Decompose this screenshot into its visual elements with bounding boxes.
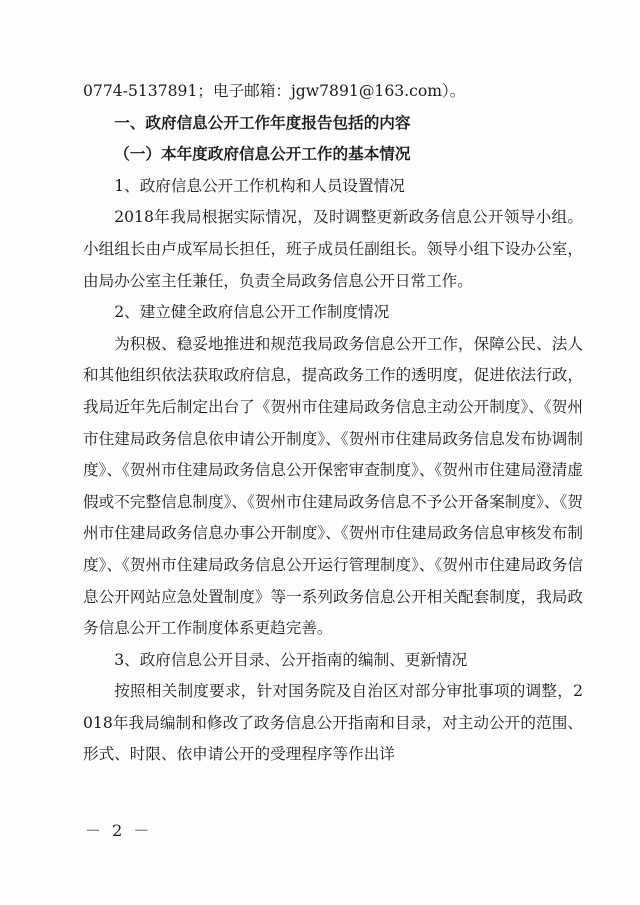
item-body-1: 2018年我局根据实际情况，及时调整更新政务信息公开领导小组。小组组长由卢成军局长担任，班子成员任副组长。领导小组下设办公室，由局办公室主任兼任，负责全局政务信息公开日常工作。 bbox=[83, 208, 583, 290]
item-body-2: 为积极、稳妥地推进和规范我局政务信息公开工作，保障公民、法人和其他组织依法获取政府信息，提高政务工作的透明度，促进依法行政，我局近年先后制定出台了《贺州市住建局政务信息主动公开制度》、《贺州市住建局政务信息依申请公开制度》、《贺州市住建局政务信息发布协调制度》、《贺州市住建局政务信息公开保密审查制度》、《贺州市住建局澄清虚假或不完整信息制度》、《贺州市住建局政务信息不予公开备案制度》、《贺州市住建局政务信息办事公开制度》、《贺州市住建局政务信息审核发布制度》、《贺州市住建局政务信息公开运行管理制度》、《贺州市住建局政务信息公开网站应急处置制度》等一系列政务信息公开相关配套制度，我局政务信息公开工作制度体系更趋完善。 bbox=[83, 334, 583, 638]
continuation-text: 0774-5137891；电子邮箱：jgw7891@163.com）。 bbox=[83, 82, 466, 100]
item-heading-3: 3、政府信息公开目录、公开指南的编制、更新情况 bbox=[114, 650, 468, 669]
item-heading-2: 2、建立健全政府信息公开工作制度情况 bbox=[114, 303, 390, 322]
page-number: － 2 － bbox=[85, 821, 153, 840]
section-heading: 一、政府信息公开工作年度报告包括的内容 bbox=[114, 113, 411, 132]
item-body-3: 按照相关制度要求，针对国务院及自治区对部分审批事项的调整，2018年我局编制和修改了政务信息公开指南和目录，对主动公开的范围、形式、时限、依申请公开的受理程序等作出详 bbox=[83, 682, 583, 764]
item-heading-1: 1、政府信息公开工作机构和人员设置情况 bbox=[114, 176, 405, 195]
subsection-heading: （一）本年度政府信息公开工作的基本情况 bbox=[114, 145, 411, 164]
document-body bbox=[83, 76, 583, 771]
